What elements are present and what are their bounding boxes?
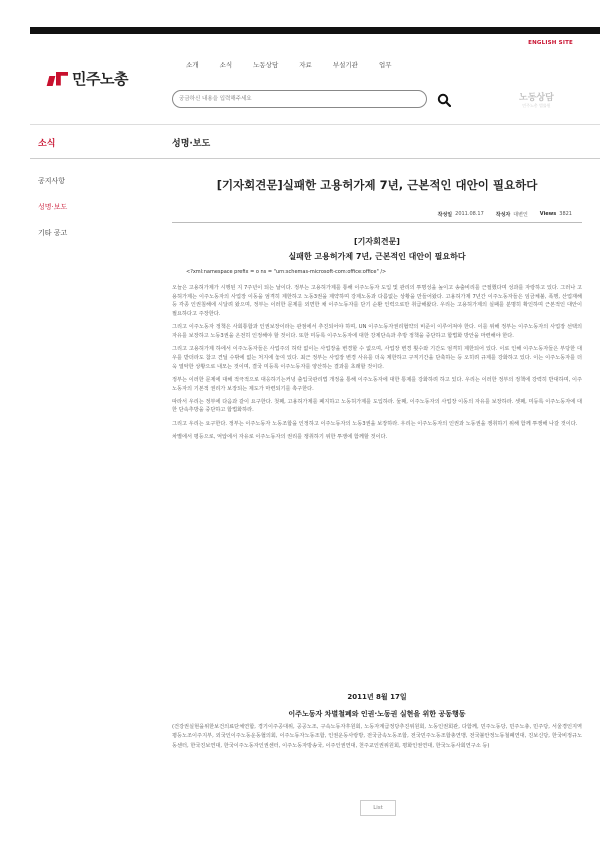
article-heading: [기자회견문] [354, 237, 400, 246]
author-label: 작성자 [495, 212, 511, 218]
article-meta [426, 211, 572, 218]
paragraph: 차별에서 평등으로, 억압에서 자유로 이주노동자의 권리를 쟁취하기 위한 투쟁에 함께할 것이다. [172, 433, 388, 440]
english-site-link[interactable]: ENGLISH SITE [528, 40, 573, 46]
search-icon [437, 93, 451, 107]
nav-item-affiliates[interactable]: 부설기관 [332, 61, 358, 69]
search-box [172, 90, 427, 108]
nav-item-news[interactable]: 소식 [219, 61, 233, 69]
nav-item-work[interactable]: 업무 [378, 61, 392, 69]
logo-mark-icon [48, 72, 70, 86]
sidebar-item-other[interactable]: 기타 공고 [38, 229, 68, 237]
paragraph: 오늘은 고용허가제가 시행된 지 7주년이 되는 날이다. 정부는 고용허가제를 통해 이주노동자 도입 및 관리의 투명성을 높이고 송출비리를 근절했다며 성과를 자랑하고 있다. 그러나 고용허가제는 이주노동자의 사업장 이동을 엄격히 제한하고 노동3권을 제약하며 강제노동과 다름없는 상황을 만들어왔다. 고용허가제 7년간 이주노동자들은 임금체불, 폭행, 산업재해 등 각종 인권침해에 시달려 왔으며, 정부는 이러한 문제를 외면한 채 이주노동자를 단기 순환 인력으로만 취급해왔다. 우리는 고용허가제의 실패를 분명히 확인하며 근본적인 대안이 필요하다고 주장한다. [172, 285, 582, 318]
views-label: Views [539, 211, 557, 217]
member-orgs-list: (건강권실현을위한보건의료단체연합, 경기이주공대위, 공공노조, 구속노동자후원회, 노동자계급정당추진위원회, 노동인권회관, 다함께, 민주노동당, 민주노총, 민주당, 서울경인지역평등노조이주지부, 외국인이주노동운동협의회, 이주노동자노동조합, 인권운동사랑방, 전국금속노동조합, 전국민주노동조합총연맹, 전국불안정노동철폐연대, 진보신당, 한국비정규노동센터, 한국진보연대, 한국이주노동자인권센터, 이주노동자방송국, 이주인권연대, 천주교인권위원회, 평화인권연대, 한국노동사회연구소 등) [172, 724, 582, 749]
page-title: 성명·보도 [172, 139, 211, 149]
search-button[interactable] [437, 92, 451, 106]
labor-consult-title: 노동상담 [519, 93, 554, 103]
article-title: [기자회견문]실패한 고용허가제 7년, 근본적인 대안이 필요하다 [216, 178, 538, 192]
top-bar [30, 27, 600, 34]
sidebar [38, 176, 67, 254]
sidebar-item-notices[interactable]: 공지사항 [38, 177, 66, 185]
xml-namespace-text: <?xml:namespace prefix = o ns = "urn:schemas-microsoft-com:office:office" /> [186, 269, 387, 275]
sidebar-section-title: 소식 [38, 139, 56, 149]
article-subheading: 실패한 고용허가제 7년, 근본적인 대안이 필요하다 [288, 252, 466, 261]
site-logo[interactable] [48, 68, 128, 89]
paragraph: 그리고 이주노동자 정책은 사회통합과 인권보장이라는 관점에서 추진되어야 하며, UN 이주노동자권리협약의 비준이 이루어져야 한다. 이를 위해 정부는 이주노동자의 사업장 선택의 자유를 보장하고 노동3권을 온전히 인정해야 할 것이다. 또한 미등록 이주노동자에 대한 강제단속과 추방 정책을 중단하고 합법화 방안을 마련해야 한다. [172, 324, 582, 340]
sidebar-item-statements[interactable]: 성명·보도 [38, 203, 68, 211]
header-divider [30, 124, 600, 125]
statement-date: 2011년 8월 17일 [347, 693, 407, 701]
article-divider [172, 222, 582, 223]
statement-org: 이주노동자 차별철폐와 인권·노동권 실현을 위한 공동행동 [288, 710, 466, 718]
nav-item-intro[interactable]: 소개 [186, 61, 199, 69]
logo-text: 민주노총 [72, 70, 128, 88]
main-nav [186, 60, 413, 69]
paragraph: 따라서 우리는 정부에 다음과 같이 요구한다. 첫째, 고용허가제를 폐지하고 노동허가제를 도입하라. 둘째, 이주노동자의 사업장 이동의 자유를 보장하라. 셋째, 미등록 이주노동자에 대한 단속추방을 중단하고 합법화하라. [172, 398, 582, 414]
labor-consult-sub: 민주노총 법률원 [522, 103, 551, 108]
labor-consult-banner[interactable] [519, 90, 554, 109]
date-value: 2011.08.17 [455, 211, 484, 217]
date-label: 작성일 [437, 212, 453, 218]
search-input[interactable] [179, 94, 419, 104]
paragraph: 그리고 고용허가제 하에서 이주노동자들은 사업주의 허락 없이는 사업장을 변경할 수 없으며, 사업장 변경 횟수와 기간도 엄격히 제한되어 있다. 이로 인해 이주노동자들은 부당한 대우를 받더라도 참고 견딜 수밖에 없는 처지에 놓여 있다. 최근 정부는 사업장 변경 사유를 더욱 제한하고 구직기간을 단축하는 등 오히려 규제를 강화하고 있다. 이는 이주노동자를 더욱 열악한 상황으로 내모는 것이며, 결국 미등록 이주노동자를 양산하는 결과를 초래할 것이다. [172, 346, 582, 370]
author-value: 대변인 [513, 212, 528, 218]
paragraph: 그리고 우리는 요구한다. 정부는 이주노동자 노동조합을 인정하고 이주노동자의 노동3권을 보장하라. 우리는 이주노동자의 인권과 노동권을 쟁취하기 위해 함께 투쟁해 나갈 것이다. [172, 420, 578, 427]
nav-item-resources[interactable]: 자료 [299, 61, 312, 69]
paragraph: 정부는 이러한 문제에 대해 적극적으로 대응하기는커녕 출입국관리법 개정을 통해 이주노동자에 대한 통제를 강화하려 하고 있다. 우리는 이러한 정부의 정책에 강력히 반대하며, 이주노동자의 기본적 권리가 보장되는 제도가 마련되기를 촉구한다. [172, 376, 582, 392]
list-button[interactable]: List [360, 800, 396, 816]
article-body [172, 284, 582, 446]
nav-item-labor-consult[interactable]: 노동상담 [253, 61, 279, 69]
section-divider [30, 158, 600, 159]
views-value: 3821 [559, 211, 572, 217]
